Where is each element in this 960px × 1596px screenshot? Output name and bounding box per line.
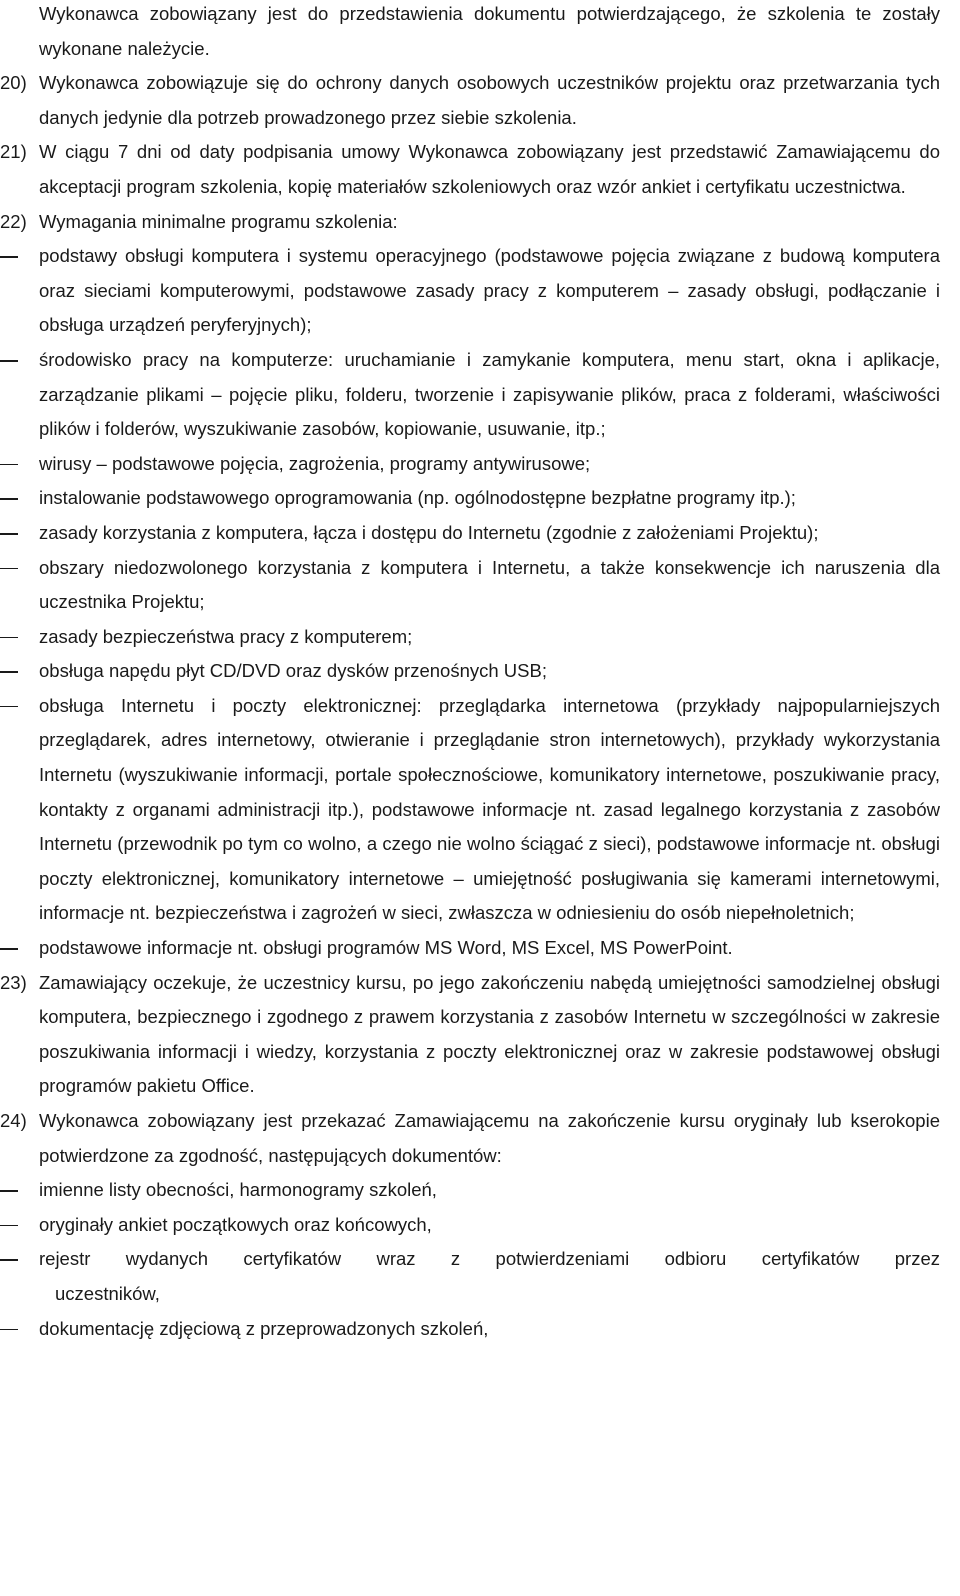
bullet-text: środowisko pracy na komputerze: uruchamianie i zamykanie komputera, menu start, okna i aplikacje, zarządzanie plikami – pojęcie pliku, folderu, tworzenie i zapisywanie plików, praca z folderami, właściwości plików i folderów, wyszukiwanie zasobów, kopiowanie, usuwanie, itp.;	[39, 348, 940, 440]
list-item-22	[0, 205, 960, 240]
bullet-text: podstawy obsługi komputera i systemu operacyjnego (podstawowe pojęcia związane z budową komputera oraz sieciami komputerowymi, podstawowe zasady pracy z komputerem – zasady obsługi, podłączanie i obsługa urządzeń peryferyjnych);	[39, 245, 940, 336]
document-bullet	[0, 1173, 960, 1208]
program-bullet	[0, 481, 960, 516]
program-bullet	[0, 343, 960, 447]
bullet-text: dokumentację zdjęciową z przeprowadzonych szkoleń,	[39, 1317, 489, 1339]
program-bullet	[0, 620, 960, 655]
document-bullet	[0, 1312, 960, 1347]
list-item-24	[0, 1104, 960, 1173]
item-number: 22)	[0, 210, 27, 232]
bullet-text-continuation: uczestników,	[55, 1282, 160, 1304]
item-number: 21)	[0, 141, 27, 163]
bullet-text: oryginały ankiet początkowych oraz końcowych,	[39, 1213, 432, 1235]
intro-paragraph	[0, 0, 960, 66]
bullet-text: obsługa napędu płyt CD/DVD oraz dysków przenośnych USB;	[39, 660, 547, 682]
item-text: Wykonawca zobowiązuje się do ochrony danych osobowych uczestników projektu oraz przetwarzania tych danych jedynie dla potrzeb prowadzonego przez siebie szkolenia.	[39, 72, 940, 128]
intro-text: Wykonawca zobowiązany jest do przedstawienia dokumentu potwierdzającego, że szkolenia te zostały wykonane należycie.	[39, 3, 940, 59]
item-number: 23)	[0, 971, 27, 993]
bullet-text: zasady bezpieczeństwa pracy z komputerem;	[39, 625, 413, 647]
document-bullet	[0, 1208, 960, 1243]
bullet-text-line: rejestr wydanych certyfikatów wraz z potwierdzeniami odbioru certyfikatów przez	[39, 1248, 940, 1270]
program-bullet	[0, 516, 960, 551]
program-bullet	[0, 551, 960, 620]
item-text: Zamawiający oczekuje, że uczestnicy kursu, po jego zakończeniu nabędą umiejętności samodzielnej obsługi komputera, bezpiecznego i zgodnego z prawem korzystania z zasobów Internetu w szczególności w zakresie poszukiwania informacji i wiedzy, korzystania z poczty elektronicznej oraz w zakresie podstawowej obsługi programów pakietu Office.	[39, 971, 940, 1097]
bullet-text: instalowanie podstawowego oprogramowania (np. ogólnodostępne bezpłatne programy itp.);	[39, 487, 796, 509]
bullet-text: podstawowe informacje nt. obsługi programów MS Word, MS Excel, MS PowerPoint.	[39, 937, 733, 959]
bullet-text: imienne listy obecności, harmonogramy szkoleń,	[39, 1179, 437, 1201]
list-item-21	[0, 135, 960, 204]
bullet-text: obszary niedozwolonego korzystania z komputera i Internetu, a także konsekwencje ich naruszenia dla uczestnika Projektu;	[39, 556, 940, 613]
item-number: 20)	[0, 72, 27, 94]
list-item-23	[0, 966, 960, 1104]
item-text: Wymagania minimalne programu szkolenia:	[39, 210, 398, 232]
item-text: Wykonawca zobowiązany jest przekazać Zamawiającemu na zakończenie kursu oryginały lub kserokopie potwierdzone za zgodność, następujących dokumentów:	[39, 1110, 940, 1166]
bullet-text: wirusy – podstawowe pojęcia, zagrożenia, programy antywirusowe;	[39, 452, 591, 474]
program-bullet	[0, 447, 960, 482]
program-bullet	[0, 689, 960, 931]
list-item-20	[0, 66, 960, 135]
bullet-text: zasady korzystania z komputera, łącza i dostępu do Internetu (zgodnie z założeniami Projektu);	[39, 521, 819, 543]
program-bullet	[0, 931, 960, 966]
program-bullet	[0, 654, 960, 689]
document-bullet	[0, 1242, 960, 1311]
item-number: 24)	[0, 1110, 27, 1131]
program-bullet	[0, 239, 960, 343]
bullet-text: obsługa Internetu i poczty elektronicznej: przeglądarka internetowa (przykłady najpopularniejszych przeglądarek, adres internetowy, otwieranie i przeglądanie stron internetowych), przykłady wykorzystania Internetu (wyszukiwanie informacji, portale społecznościowe, komunikatory internetowe, poszukiwanie pracy, kontakty z organami administracji itp.), podstawowe informacje nt. zasad legalnego korzystania z zasobów Internetu (przewodnik po tym co wolno, a czego nie wolno ściągać z sieci), podstawowe informacje nt. obsługi poczty elektronicznej, komunikatory internetowe – umiejętność posługiwania się kamerami internetowymi, informacje nt. bezpieczeństwa i zagrożeń w sieci, zwłaszcza w odniesieniu do osób niepełnoletnich;	[39, 694, 940, 924]
item-text: W ciągu 7 dni od daty podpisania umowy Wykonawca zobowiązany jest przedstawić Zamawiającemu do akceptacji program szkolenia, kopię materiałów szkoleniowych oraz wzór ankiet i certyfikatu uczestnictwa.	[39, 141, 940, 197]
